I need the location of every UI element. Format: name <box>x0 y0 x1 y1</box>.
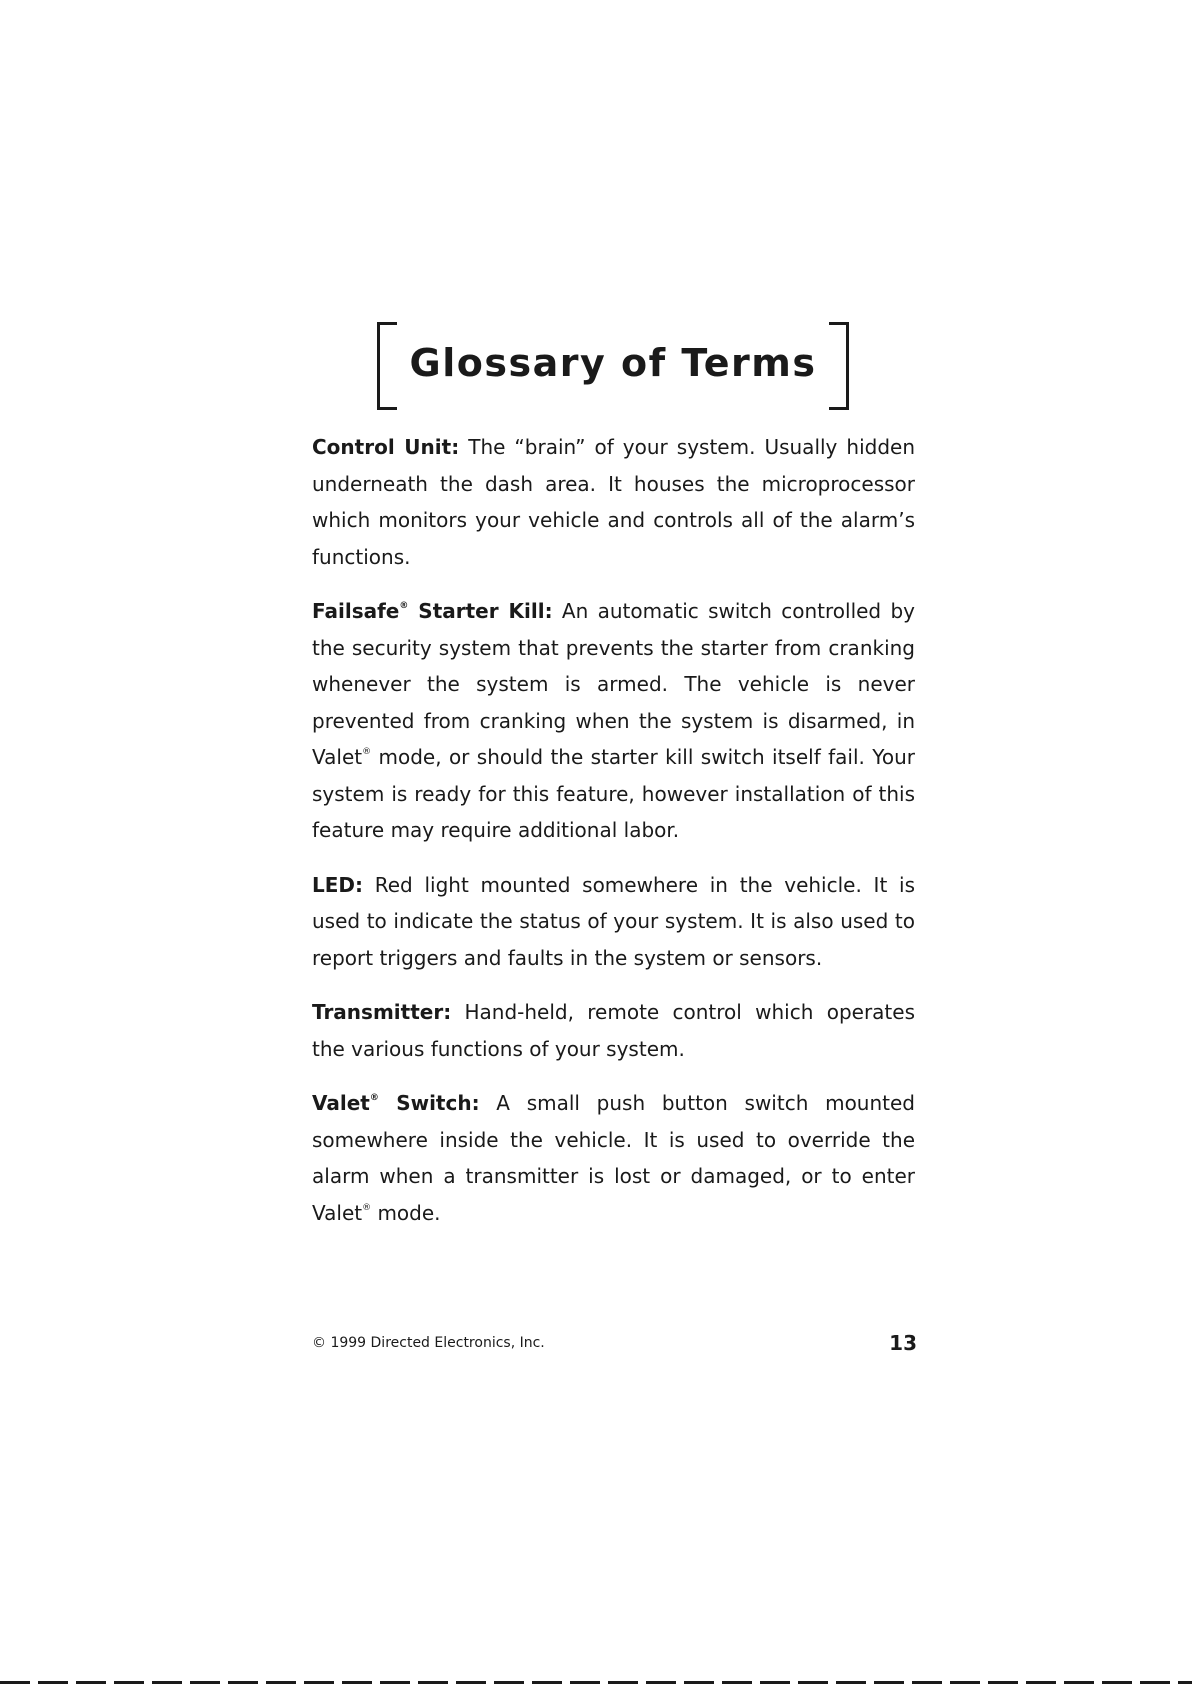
glossary-definition: Hand-held, remote control which operates the various functions of your system. <box>312 1000 915 1061</box>
glossary-term-part: Valet <box>312 1091 370 1115</box>
registered-mark: ® <box>399 601 409 612</box>
glossary-term <box>312 1091 480 1115</box>
copyright-notice: © 1999 Directed Electronics, Inc. <box>312 1335 545 1351</box>
glossary-list <box>312 429 915 1249</box>
glossary-term <box>312 599 553 623</box>
page-number: 13 <box>889 1331 917 1355</box>
right-bracket-decoration <box>829 322 849 410</box>
page-heading <box>377 322 849 414</box>
glossary-definition: A small push button switch mounted somewhere inside the vehicle. It is used to override the alarm when a transmitter is lost or damaged, or to enter Valet <box>312 1091 916 1225</box>
glossary-term: Transmitter: <box>312 1000 452 1024</box>
glossary-definition-continued: mode, or should the starter kill switch itself fail. Your system is ready for this feature, however installation of this feature may require additional labor. <box>312 745 915 842</box>
glossary-term-part: Starter Kill: <box>408 599 553 623</box>
glossary-entry-led <box>312 867 915 977</box>
glossary-entry-control-unit <box>312 429 915 575</box>
page-title: Glossary of Terms <box>409 341 817 385</box>
glossary-term-part: Failsafe <box>312 599 400 623</box>
registered-mark: ® <box>369 1093 379 1104</box>
registered-mark: ® <box>362 747 372 758</box>
glossary-term: Control Unit: <box>312 435 460 459</box>
glossary-definition: An automatic switch controlled by the security system that prevents the starter from cranking whenever the system is armed. The vehicle is never prevented from cranking when the system is disarmed, in Valet <box>312 599 915 769</box>
glossary-entry-failsafe-starter-kill <box>312 593 915 849</box>
glossary-term: LED: <box>312 872 364 897</box>
glossary-definition: Red light mounted somewhere in the vehicle. It is used to indicate the status of your system. It is also used to report triggers and faults in the system or sensors. <box>312 872 915 970</box>
glossary-term-part: Switch: <box>378 1091 480 1115</box>
registered-mark: ® <box>362 1202 372 1213</box>
glossary-entry-transmitter <box>312 994 915 1067</box>
glossary-entry-valet-switch <box>312 1085 915 1231</box>
glossary-definition: The “brain” of your system. Usually hidden underneath the dash area. It houses the microprocessor which monitors your vehicle and controls all of the alarm’s functions. <box>312 435 916 569</box>
crop-mark-dashed-rule <box>0 1681 1192 1684</box>
glossary-definition-continued: mode. <box>371 1200 441 1225</box>
